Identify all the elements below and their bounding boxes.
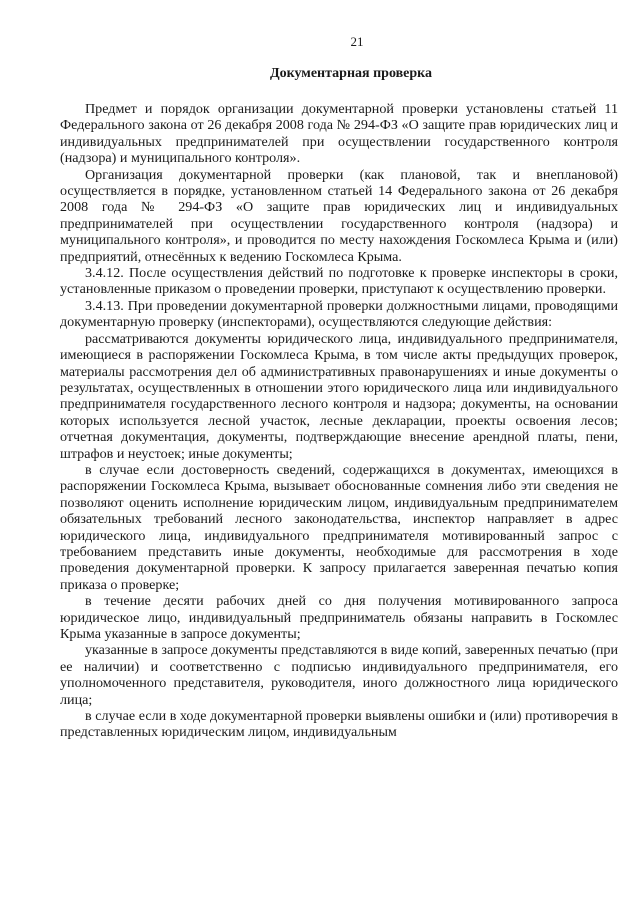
paragraph-3-4-12: 3.4.12. После осуществления действий по подготовке к проверке инспекторы в сроки, установленные приказом о проведении проверки, приступают к осуществлению проверки.: [60, 265, 618, 298]
page-number: 21: [350, 34, 364, 49]
paragraph-ten-days: в течение десяти рабочих дней со дня получения мотивированного запроса юридическое лицо, индивидуальный предприниматель обязаны направить в Госкомлес Крыма указанные в запросе документы;: [60, 593, 618, 642]
paragraph-errors: в случае если в ходе документарной проверки выявлены ошибки и (или) противоречия в представленных юридическим лицом, индивидуальным: [60, 708, 618, 741]
document-body: [60, 101, 618, 741]
paragraph-documents-review: рассматриваются документы юридического лица, индивидуального предпринимателя, имеющиеся в распоряжении Госкомлеса Крыма, в том числе акты предыдущих проверок, материалы рассмотрения дел об административных правонарушениях и иные документы о результатах, осуществленных в отношении этого юридического лица или индивидуального предпринимателя государственного лесного контроля и надзора; документы, на основании которых используется лесной участок, лесные декларации, проекты освоения лесов; отчетная документация, документы, подтверждающие внесение арендной платы, пени, штрафов и неустоек; иные документы;: [60, 330, 618, 462]
section-title: Документарная проверка: [269, 66, 433, 81]
paragraph-subject: Предмет и порядок организации документарной проверки установлены статьей 11 Федерального закона от 26 декабря 2008 года № 294-ФЗ «О защите прав юридических лиц и индивидуальных предпринимателей при осуществлении государственного контроля (надзора) и муниципального контроля».: [60, 101, 618, 167]
paragraph-copies: указанные в запросе документы представляются в виде копий, заверенных печатью (при ее наличии) и соответственно с подписью индивидуального предпринимателя, его уполномоченного представителя, руководителя, иного должностного лица юридического лица;: [60, 642, 618, 708]
paragraph-3-4-13: 3.4.13. При проведении документарной проверки должностными лицами, проводящими документарную проверку (инспекторами), осуществляются следующие действия:: [60, 297, 618, 331]
paragraph-motivated-request: в случае если достоверность сведений, содержащихся в документах, имеющихся в распоряжении Госкомлеса Крыма, вызывает обоснованные сомнения либо эти сведения не позволяют оценить исполнение юридическим лицом, индивидуальным предпринимателем обязательных требований лесного законодательства, инспектор направляет в адрес юридического лица, индивидуального предпринимателя мотивированный запрос с требованием представить иные документы, необходимые для рассмотрения в ходе проведения документарной проверки. К запросу прилагается заверенная печатью копия приказа о проверке;: [60, 461, 618, 593]
paragraph-organization: Организация документарной проверки (как плановой, так и внеплановой) осуществляется в порядке, установленном статьей 14 Федерального закона от 26 декабря 2008 года № 294-ФЗ «О защите прав юридических лиц и индивидуальных предпринимателей при осуществлении государственного контроля (надзора) и муниципального контроля», и проводится по месту нахождения Госкомлеса Крыма и (или) предприятий, отнесённых к ведению Госкомлеса Крыма.: [60, 166, 618, 265]
